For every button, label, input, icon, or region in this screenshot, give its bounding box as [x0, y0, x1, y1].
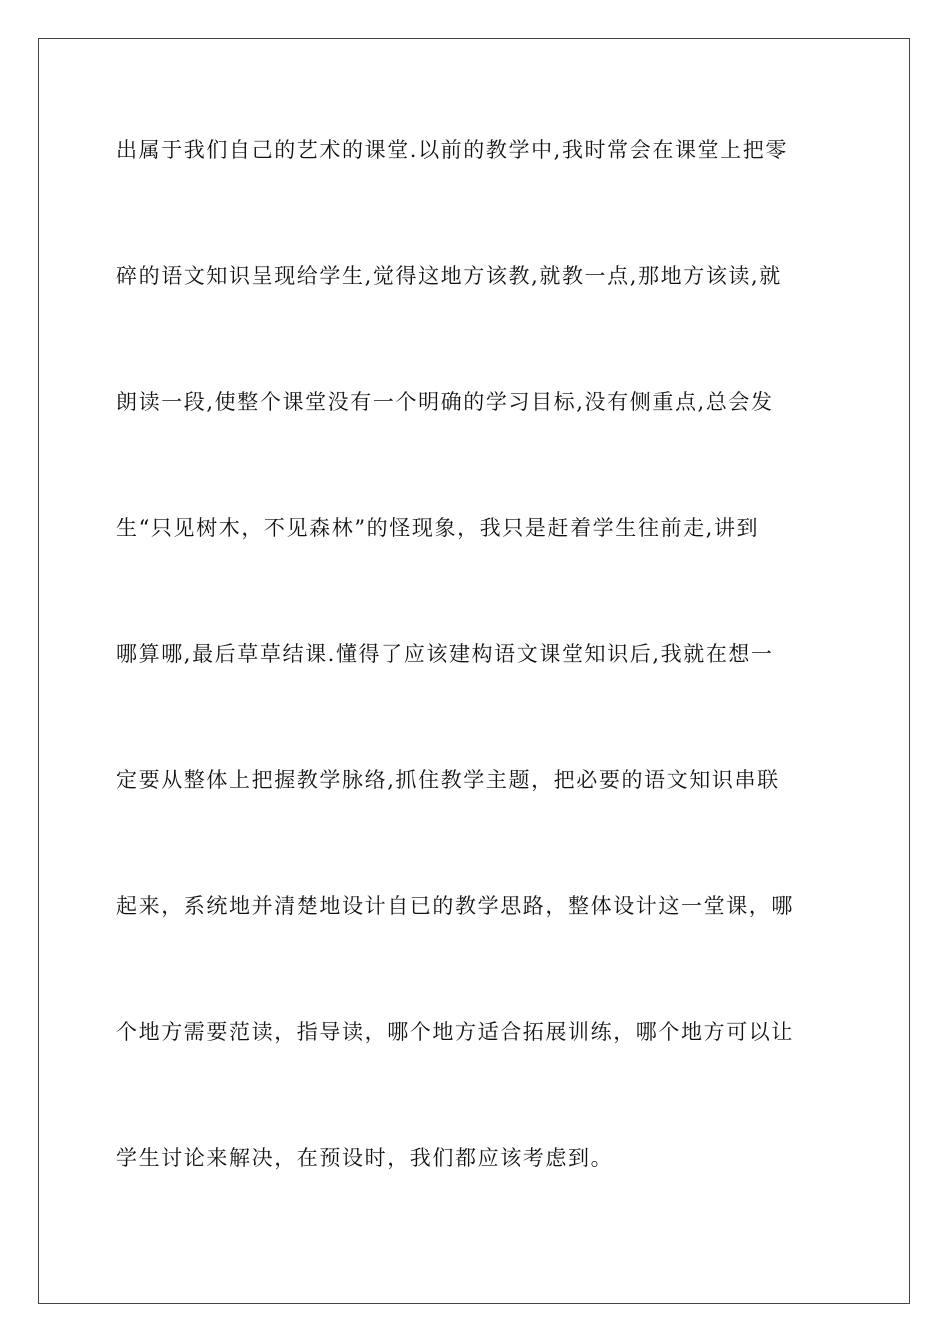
text-line-3: 朗读一段,使整个课堂没有一个明确的学习目标,没有侧重点,总会发 — [116, 390, 774, 414]
text-line-2: 碎的语文知识呈现给学生,觉得这地方该教,就教一点,那地方该读,就 — [116, 264, 782, 288]
text-line-8: 个地方需要范读，指导读，哪个地方适合拓展训练，哪个地方可以让 — [116, 1020, 794, 1044]
text-line-7: 起来，系统地并清楚地设计自已的教学思路，整体设计这一堂课，哪 — [116, 894, 794, 918]
text-line-6: 定要从整体上把握教学脉络,抓住教学主题，把必要的语文知识串联 — [116, 768, 780, 792]
text-line-5: 哪算哪,最后草草结课.懂得了应该建构语文课堂知识后,我就在想一 — [116, 642, 774, 666]
document-body — [116, 128, 836, 1262]
text-line-9: 学生讨论来解决，在预设时，我们都应该考虑到。 — [116, 1146, 614, 1170]
text-line-4: 生“只见树木，不见森林”的怪现象，我只是赶着学生往前走,讲到 — [116, 516, 760, 540]
text-line-1: 出属于我们自己的艺术的课堂.以前的教学中,我时常会在课堂上把零 — [116, 138, 788, 162]
